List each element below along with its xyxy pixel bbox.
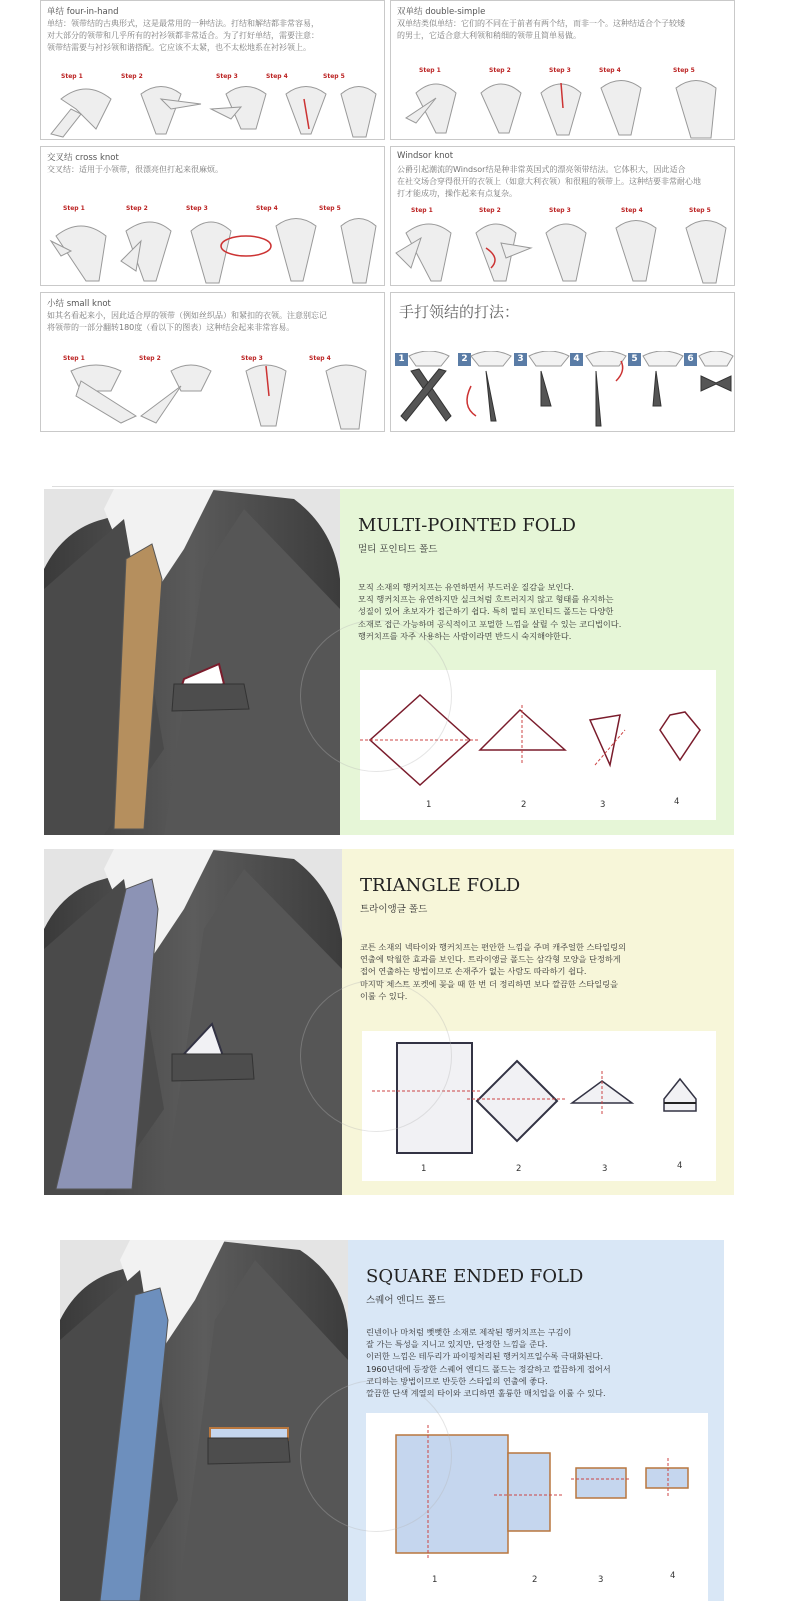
step-label: Step 5 [323,73,345,80]
fold-subtitle: 멀티 포인티드 폴드 [358,544,438,555]
step-badge: 5 [628,353,641,366]
hand-tie-title: 手打领结的打法： [399,303,520,321]
knot-title: 小结 small knot [47,299,111,309]
step-badge: 1 [395,353,408,366]
knot-panel-cross [40,146,385,286]
fold-title: SQUARE ENDED FOLD [366,1266,584,1287]
step-number: 2 [516,1164,522,1174]
fold-subtitle: 트라이앵글 폴드 [360,904,428,915]
step-label: Step 2 [489,67,511,74]
fold-steps [366,1413,708,1601]
step-number: 4 [677,1161,683,1171]
step-label: Step 2 [121,73,143,80]
fold-steps [360,670,716,820]
fold-panel [340,489,734,835]
knot-panel-four-in-hand [40,0,385,140]
step-number: 4 [670,1571,676,1581]
knot-panel-windsor [390,146,735,286]
fold-description: 코튼 소재의 넥타이와 행커치프는 편안한 느낌을 주며 캐주얼한 스타일링의 연출에 탁월한 효과를 보인다. 트라이앵글 폴드는 삼각형 모양을 단정하게 접어 연출하는 방법이므로 손재주가 없는 사람도 따라하기 쉽다. 마지막 체스트 포켓에 꽂을 때 한 번 더 정리하면 보다 깔끔한 스타일링을 이룰 수 있다. [360,942,627,1001]
step-label: Step 2 [139,355,161,362]
step-label: Step 4 [309,355,331,362]
suit-with-pocket-square-image [44,849,342,1195]
step-label: Step 4 [621,207,643,214]
tie-diagram-icon [41,79,386,141]
fold-description: 린넨이나 마처럼 뻣뻣한 소재로 제작된 행커치프는 구김이 잘 가는 특성을 지니고 있지만, 단정한 느낌을 준다. 이러한 느낌은 테두리가 파이핑처리된 행커치프일수록 극대화된다. 1960년대에 등장한 스퀘어 엔디드 폴드는 정갈하고 깔끔하게 접어서 코디하는 방법이므로 반듯한 스타일의 연출에 좋다. 깔끔한 단색 계열의 타이와 코디하면 훌륭한 매치업을 이룰 수 있다. [366,1327,611,1399]
fold-steps [362,1031,716,1181]
divider [52,486,734,487]
step-label: Step 5 [673,67,695,74]
suit-with-pocket-square-image [44,489,340,835]
fold-steps-diagram [360,670,716,820]
knot-title: 交叉结 cross knot [47,153,119,163]
tie-diagram-icon [391,73,736,139]
step-label: Step 4 [599,67,621,74]
step-label: Step 1 [411,207,433,214]
step-number: 3 [602,1164,608,1174]
knot-description: 公爵引起潮流的Windsor结是种非常英国式的漂亮领带结法。它体积大，因此适合 在社交场合穿得很开的衣领上（如意大利衣领）和很粗的领带上。这种结要非常耐心地 打才能成功，操作起来有点复杂。 [397,165,701,198]
step-label: Step 1 [63,205,85,212]
step-number: 2 [532,1575,538,1585]
knot-title: Windsor knot [397,151,454,161]
step-number: 4 [674,797,680,807]
fold-steps-diagram [362,1031,716,1181]
fold-title: MULTI-POINTED FOLD [358,515,576,536]
knot-description: 双单结类似单结：它们的不同在于前者有两个结，而非一个。这种结适合个子较矮 的男士，它适合意大利领和稍细的领带且简单易做。 [397,19,685,40]
step-badge: 2 [458,353,471,366]
knot-title: 单结 four-in-hand [47,7,119,17]
fold-panel [342,849,734,1195]
step-label: Step 3 [549,67,571,74]
step-label: Step 3 [216,73,238,80]
step-number: 2 [521,800,527,810]
fold-steps-diagram [366,1413,708,1601]
suit-photo [60,1240,348,1601]
hand-tie-panel [390,292,735,432]
step-label: Step 4 [266,73,288,80]
fold-panel [348,1240,724,1601]
step-label: Step 5 [319,205,341,212]
step-label: Step 3 [186,205,208,212]
knot-description: 单结：领带结的古典形式，这是最常用的一种结法。打结和解结都非常容易， 对大部分的领带和几乎所有的衬衫领都非常适合。为了打好单结，需要注意： 领带结需要与衬衫领和谐搭配。它应该不太紧，也不太松地系在衬衫领上。 [47,19,319,52]
step-label: Step 3 [549,207,571,214]
step-label: Step 3 [241,355,263,362]
step-badge: 3 [514,353,527,366]
fold-subtitle: 스퀘어 엔디드 폴드 [366,1295,446,1306]
tie-diagram-icon [41,361,386,431]
tie-diagram-icon [391,213,736,285]
step-badge: 6 [684,353,697,366]
knot-description: 如其名看起来小，因此适合厚的领带（例如丝织品）和紧扣的衣领。注意别忘记 将领带的一部分翻转180度（看以下的图表）这种结会起来非常容易。 [47,311,327,332]
step-badge: 4 [570,353,583,366]
knot-title: 双单结 double-simple [397,7,486,17]
suit-photo [44,849,342,1195]
suit-with-pocket-square-image [60,1240,348,1601]
step-label: Step 1 [419,67,441,74]
knot-description: 交叉结：适用于小领带，很漂亮但打起来很麻烦。 [47,165,223,174]
tie-diagram-icon [41,211,386,287]
step-label: Step 4 [256,205,278,212]
step-label: Step 2 [479,207,501,214]
step-number: 1 [421,1164,427,1174]
step-number: 1 [426,800,432,810]
step-number: 3 [598,1575,604,1585]
knot-panel-small [40,292,385,432]
step-number: 1 [432,1575,438,1585]
fold-description: 모직 소재의 행커치프는 유연하면서 부드러운 질감을 보인다. 모직 행커치프는 유연하지만 실크처럼 흐트러지지 않고 형태를 유지하는 성질이 있어 초보자가 접근하기 쉽다. 특히 멀티 포인티드 폴드는 다양한 소재로 접근 가능하며 공식적이고 포멀한 느낌을 살릴 수 있는 코디법이다. 행커치프를 자주 사용하는 사람이라면 반드시 숙지해야한다. [358,582,622,641]
suit-photo [44,489,340,835]
knot-panel-double-simple [390,0,735,140]
bow-tie-diagram-icon [391,351,736,431]
step-label: Step 1 [61,73,83,80]
step-label: Step 2 [126,205,148,212]
fold-title: TRIANGLE FOLD [360,875,521,896]
step-number: 3 [600,800,606,810]
step-label: Step 5 [689,207,711,214]
step-label: Step 1 [63,355,85,362]
